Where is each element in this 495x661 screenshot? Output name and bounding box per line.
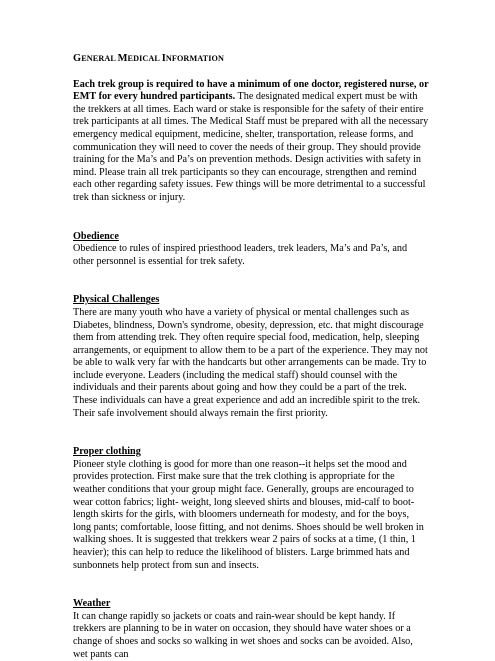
intro-body-text: The designated medical expert must be with the trekkers at all times. Each ward or stake is responsible for the safety of their entire trek participants at all times. The Medical Staff must be prepared with all the necessary emergency medical equipment, medicine, shelter, transportation, release forms, and communication they will need to cover the needs of their group. They should provide training for the Ma’s and Pa’s on prevention methods. Design activities with safety in mind. Please train all trek participants so they can encourage, strengthen and remind each other regarding safety issues. Few things will be more detrimental to a successful trek than sickness or injury.: [73, 91, 429, 203]
section-text-weather: It can change rapidly so jackets or coats and rain-wear should be kept handy. If trekkers are planning to be in water on occasion, they should have water shoes or a change of shoes and socks so walking in wet shoes and socks can be avoided. Also, wet pants can: [73, 610, 413, 660]
section-text-proper-clothing: Pioneer style clothing is good for more than one reason--it helps set the mood and provides protection. First make sure that the trek clothing is appropriate for the weather conditions that your group might face. Generally, groups are encouraged to wear cotton fabrics; light- weight, long sleeved shirts and blouses, mid-calf to boot-length skirts for the girls, with bloomers underneath for modesty, and for the boys, long pants; comfortable, loose fitting, and not denims. Shoes should be well broken in walking shoes. It is suggested that trekkers wear 2 pairs of socks at a time, (1 thin, 1 heavier); this can help to reduce the likelihood of blisters. Large brimmed hats and sunbonnets help protect from sun and insects.: [73, 458, 424, 571]
title-rest-edical: EDICAL: [127, 54, 162, 63]
section-physical-challenges: [73, 294, 429, 420]
section-proper-clothing: [73, 446, 429, 572]
section-heading-physical-challenges: Physical Challenges: [73, 294, 160, 306]
document-page: [73, 53, 429, 661]
title-letter-m: M: [117, 53, 128, 64]
section-text-physical-challenges: There are many youth who have a variety of physical or mental challenges such as Diabetes, blindness, Down's syndrome, obesity, depression, etc. that might discourage them from attending trek. They often require special food, medication, help, sleeping arrangements, or equipment to allow them to be a part of the experience. They may not be able to walk very far with the handcarts but other arrangements can be made. Try to include everyone. Leaders (including the medical staff) should counsel with the individuals and their parents about going and how they could be a part of the trek. These individuals can have a great experience and add an incredible spirit to the trek. Their safe involvement should always remain the first priority.: [73, 306, 428, 419]
title-letter-i: I: [161, 53, 166, 64]
section-heading-obedience: Obedience: [73, 230, 119, 242]
section-weather: [73, 598, 429, 661]
intro-paragraph: [73, 79, 429, 205]
section-heading-weather: Weather: [73, 598, 111, 610]
section-text-obedience: Obedience to rules of inspired priesthood leaders, trek leaders, Ma’s and Pa’s, and other personnel is essential for trek safety.: [73, 243, 408, 267]
section-heading-proper-clothing: Proper clothing: [73, 446, 141, 458]
document-title: [73, 53, 429, 66]
title-rest-nformation: NFORMATION: [165, 54, 224, 63]
section-obedience: [73, 231, 429, 269]
intro-bold-requirement: Each trek group is required to have a minimum of one doctor, registered nurse, or EMT for every hundred participants.: [73, 78, 429, 103]
title-letter-g: G: [73, 53, 82, 64]
title-rest-eneral: ENERAL: [81, 54, 118, 63]
